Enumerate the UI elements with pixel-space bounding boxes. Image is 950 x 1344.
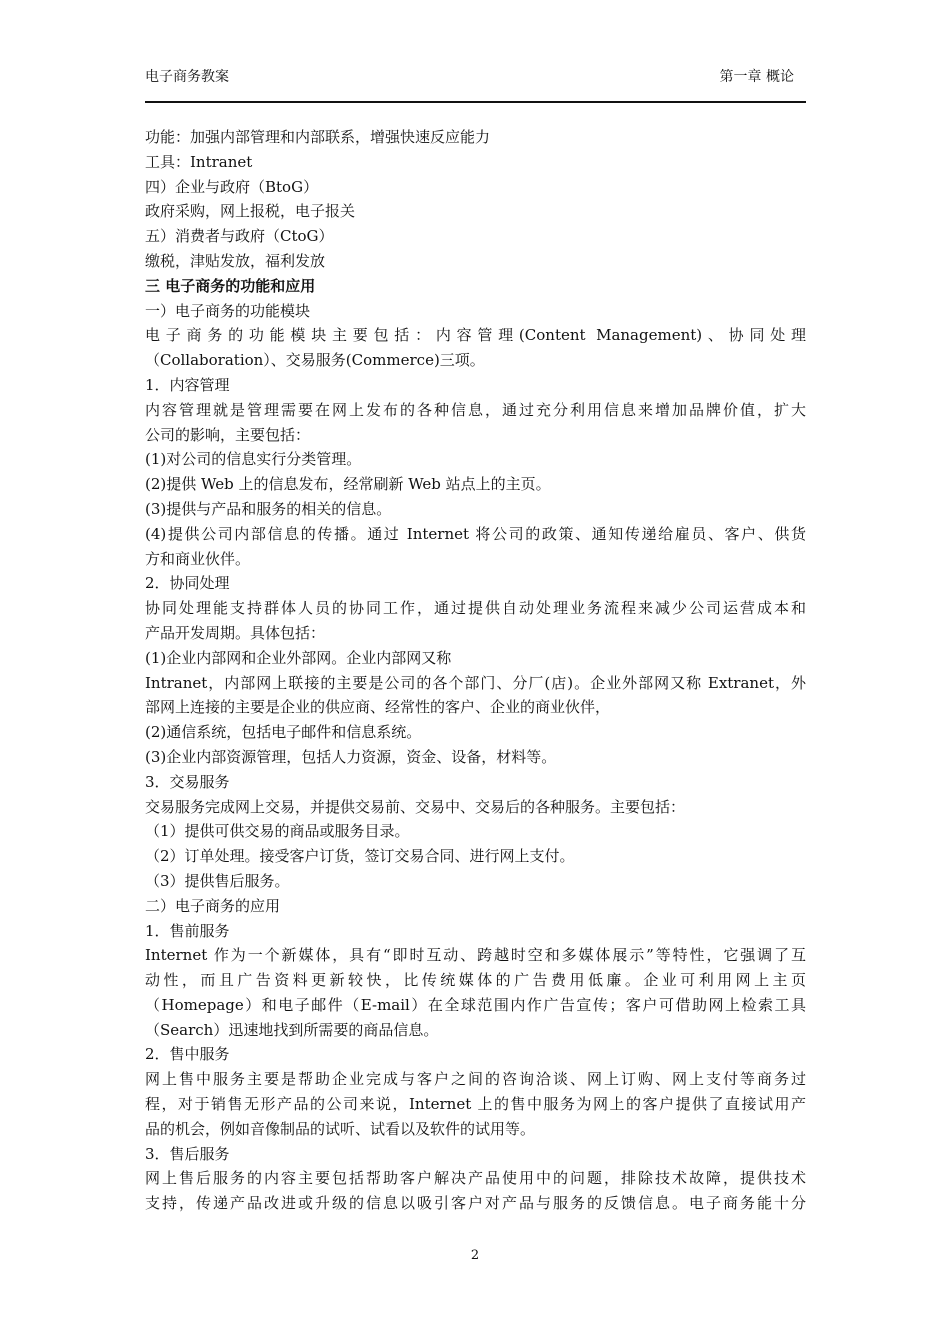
text-line: （Collaboration）、交易服务(Commerce)三项。 — [145, 351, 485, 370]
text-line: 方和商业伙伴。 — [145, 549, 251, 568]
text-line: 政府采购，网上报税，电子报关 — [145, 202, 356, 221]
page-footer — [0, 1247, 950, 1265]
subsection-heading: 3．交易服务 — [145, 772, 230, 791]
subsection-heading: 2．协同处理 — [145, 574, 230, 593]
document-body — [145, 125, 806, 1216]
header-title: 电子商务教案 — [145, 69, 229, 85]
list-item: (2)提供 Web 上的信息发布，经常刷新 Web 站点上的主页。 — [145, 475, 551, 494]
list-item: (3)企业内部资源管理，包括人力资源，资金、设备，材料等。 — [145, 747, 557, 766]
header-chapter: 第一章 概论 — [719, 69, 794, 85]
text-line: 功能：加强内部管理和内部联系，增强快速反应能力 — [145, 128, 491, 146]
subsection-heading: 2．售中服务 — [145, 1045, 230, 1064]
text-line: Intranet，内部网上联接的主要是公司的各个部门、分厂(店)。企业外部网又称 Extranet，外 — [145, 673, 806, 692]
subsection-heading: 1．内容管理 — [145, 375, 230, 394]
section-heading: 五）消费者与政府（CtoG） — [145, 227, 334, 246]
list-item: （1）提供可供交易的商品或服务目录。 — [145, 822, 410, 841]
text-line: （Homepage）和电子邮件（E-mail）在全球范围内作广告宣传；客户可借助网上检索工具 — [145, 995, 806, 1014]
list-item: (1)对公司的信息实行分类管理。 — [145, 450, 362, 469]
section-heading: 四）企业与政府（BtoG） — [145, 177, 319, 196]
header-rule — [145, 101, 806, 103]
list-item: （3）提供售后服务。 — [145, 871, 290, 890]
text-line: 内容管理就是管理需要在网上发布的各种信息，通过充分利用信息来增加品牌价值，扩大 — [145, 400, 806, 419]
text-line: 公司的影响，主要包括： — [145, 425, 311, 444]
chapter-section-heading: 三 电子商务的功能和应用 — [145, 276, 316, 295]
page-number: 2 — [470, 1248, 480, 1263]
text-line: 缴税，津贴发放，福利发放 — [145, 251, 326, 270]
text-line: 支持，传递产品改进或升级的信息以吸引客户对产品与服务的反馈信息。电子商务能十分 — [145, 1194, 806, 1213]
subsection-heading: 3．售后服务 — [145, 1144, 230, 1163]
text-line: 协同处理能支持群体人员的协同工作，通过提供自动处理业务流程来减少公司运营成本和 — [145, 599, 806, 618]
text-line: 工具：Intranet — [145, 152, 253, 171]
text-line: Internet 作为一个新媒体，具有“即时互动、跨越时空和多媒体展示”等特性，它强调了互 — [145, 946, 806, 965]
text-line: 部网上连接的主要是企业的供应商、经常性的客户、企业的商业伙伴， — [145, 698, 611, 717]
text-line: 网上售后服务的内容主要包括帮助客户解决产品使用中的问题，排除技术故障，提供技术 — [145, 1169, 806, 1188]
list-item: （2）订单处理。接受客户订货，签订交易合同、进行网上支付。 — [145, 847, 575, 866]
section-heading: 二）电子商务的应用 — [145, 896, 281, 915]
list-item: (3)提供与产品和服务的相关的信息。 — [145, 499, 392, 518]
list-item: (1)企业内部网和企业外部网。企业内部网又称 — [145, 648, 452, 667]
list-item: (4)提供公司内部信息的传播。通过 Internet 将公司的政策、通知传递给雇员、客户、供货 — [145, 524, 806, 543]
page-header — [145, 66, 806, 88]
text-line: 品的机会，例如音像制品的试听、试看以及软件的试用等。 — [145, 1119, 536, 1138]
subsection-heading: 1．售前服务 — [145, 921, 230, 940]
text-line: 网上售中服务主要是帮助企业完成与客户之间的咨询洽谈、网上订购、网上支付等商务过 — [145, 1070, 806, 1089]
text-line: 动性，而且广告资料更新较快，比传统媒体的广告费用低廉。企业可利用网上主页 — [145, 971, 806, 990]
text-line: （Search）迅速地找到所需要的商品信息。 — [145, 1020, 439, 1039]
text-line: 电子商务的功能模块主要包括：内容管理(Content Management)、协同处理 — [145, 326, 806, 345]
text-line: 产品开发周期。具体包括： — [145, 623, 326, 642]
section-heading: 一）电子商务的功能模块 — [145, 301, 311, 320]
list-item: (2)通信系统，包括电子邮件和信息系统。 — [145, 723, 422, 742]
text-line: 交易服务完成网上交易，并提供交易前、交易中、交易后的各种服务。主要包括： — [145, 797, 686, 816]
text-line: 程，对于销售无形产品的公司来说，Internet 上的售中服务为网上的客户提供了直接试用产 — [145, 1095, 806, 1114]
